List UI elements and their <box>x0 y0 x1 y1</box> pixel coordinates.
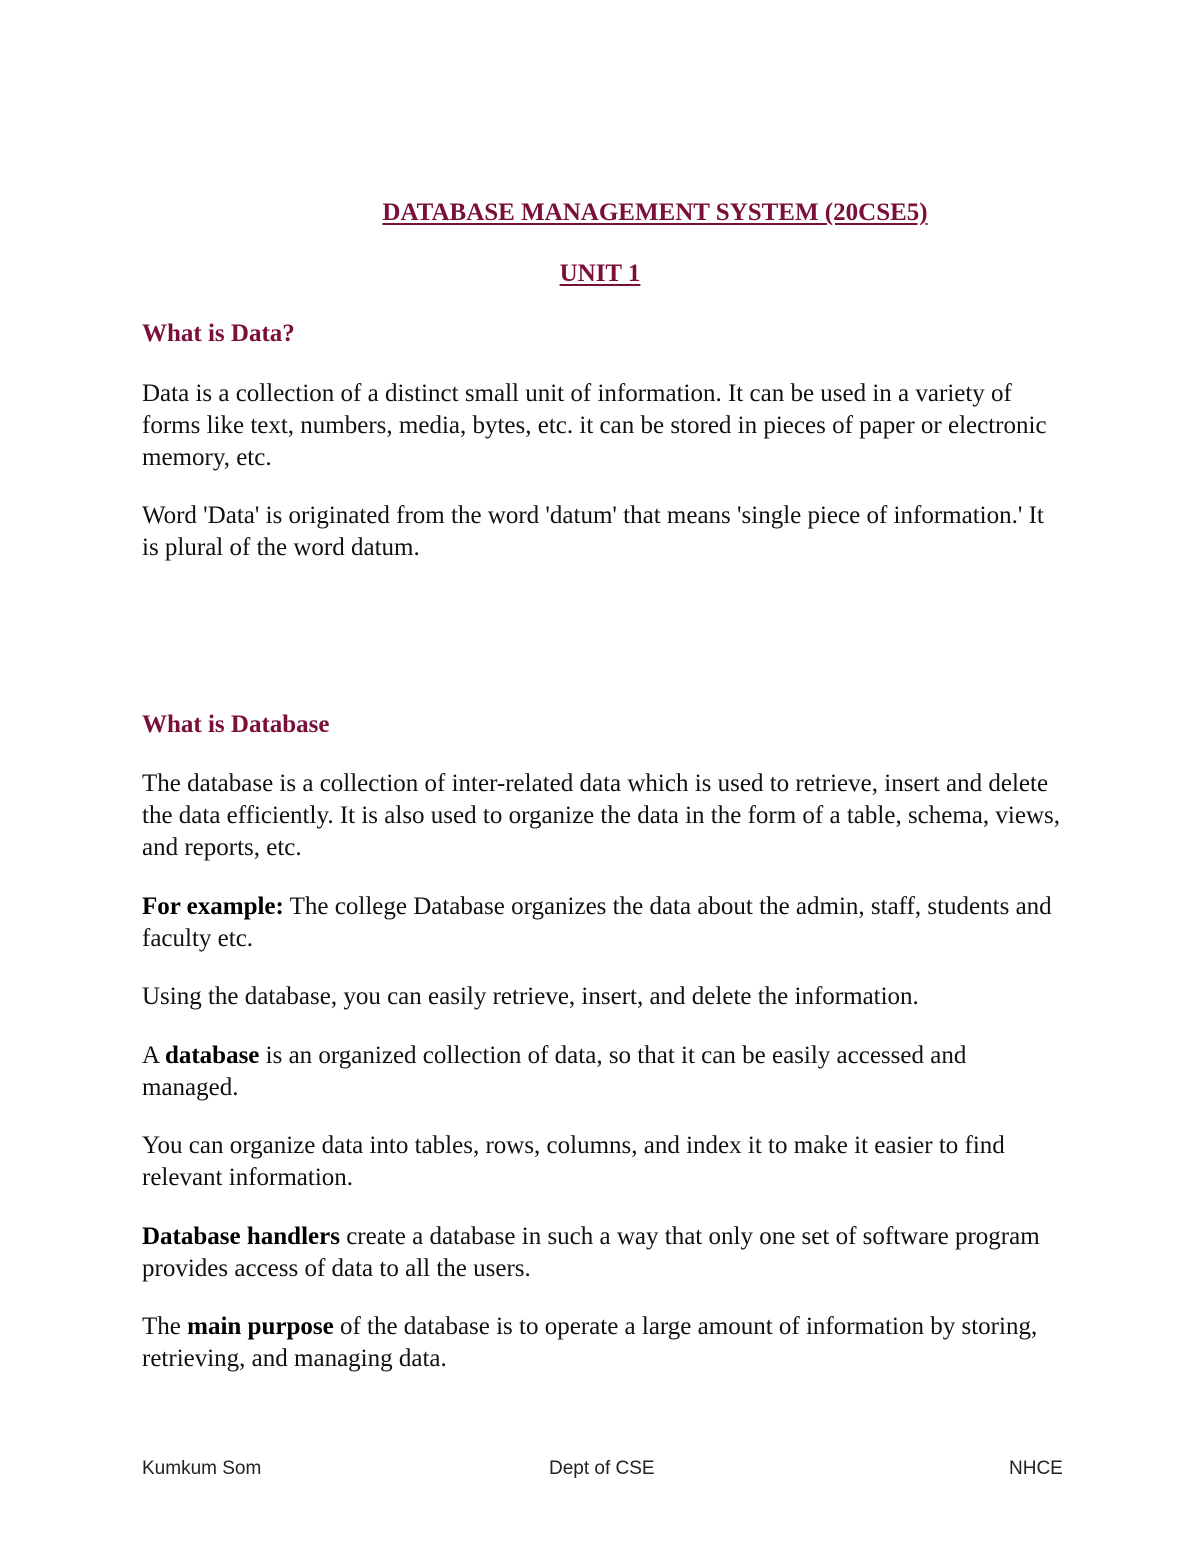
paragraph-database-handlers <box>142 1221 1062 1285</box>
database-term: database <box>164 1042 260 1069</box>
footer-institution: NHCE <box>1009 1458 1063 1479</box>
purpose-pre: The <box>142 1313 188 1340</box>
purpose-rest: of the database is to operate a large amount of information by storing, retrieving, and managing data. <box>142 1313 1038 1372</box>
example-text: The college Database organizes the data about the admin, staff, students and faculty etc. <box>142 893 1052 952</box>
paragraph-organize-tables: You can organize data into tables, rows, columns, and index it to make it easier to find relevant information. <box>142 1132 1005 1191</box>
heading-what-is-data: What is Data? <box>142 320 295 347</box>
database-rest: is an organized collection of data, so that it can be easily accessed and managed. <box>142 1042 967 1101</box>
unit-title: UNIT 1 <box>559 260 641 287</box>
database-pre: A <box>142 1042 165 1069</box>
heading-what-is-database: What is Database <box>142 711 330 738</box>
handlers-term: Database handlers <box>142 1223 340 1250</box>
paragraph-using-database: Using the database, you can easily retrieve, insert, and delete the information. <box>142 983 919 1010</box>
footer-department: Dept of CSE <box>549 1458 655 1479</box>
document-title: DATABASE MANAGEMENT SYSTEM (20CSE5) <box>382 199 928 226</box>
paragraph-database-organized <box>142 1040 1062 1104</box>
paragraph-data-definition: Data is a collection of a distinct small unit of information. It can be used in a variety of forms like text, numbers, media, bytes, etc. it can be stored in pieces of paper or electronic memory, etc. <box>142 380 1047 471</box>
purpose-term: main purpose <box>187 1313 334 1340</box>
example-label: For example: <box>142 893 284 920</box>
handlers-rest: create a database in such a way that only one set of software program provides access of data to all the users. <box>142 1223 1040 1282</box>
paragraph-main-purpose <box>142 1311 1062 1375</box>
paragraph-data-origin: Word 'Data' is originated from the word 'datum' that means 'single piece of information.' It is plural of the word datum. <box>142 502 1044 561</box>
paragraph-database-definition: The database is a collection of inter-related data which is used to retrieve, insert and delete the data efficiently. It is also used to organize the data in the form of a table, schema, views, and reports, etc. <box>142 770 1060 861</box>
footer-author: Kumkum Som <box>142 1458 262 1479</box>
paragraph-example <box>142 891 1062 955</box>
